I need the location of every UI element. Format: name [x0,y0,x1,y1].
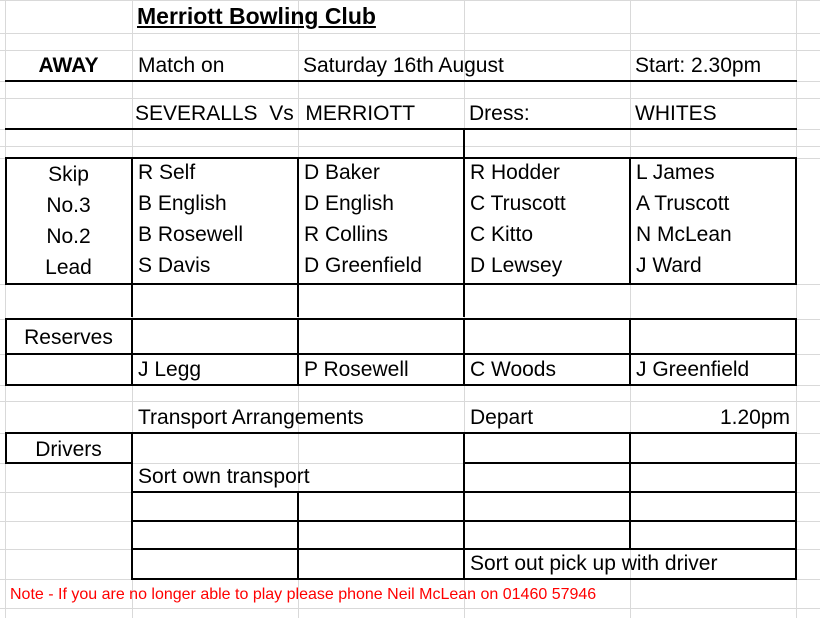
gridline-col [5,0,6,618]
gridline-row [0,98,820,99]
transport-border [297,491,299,580]
start-time: Start: 2.30pm [635,54,762,77]
border-v [463,129,465,158]
gridline-row [0,50,820,51]
gridline-row [0,146,820,147]
position-no3: No.3 [46,194,91,217]
player-cell: N McLean [636,223,732,246]
transport-border [463,432,465,580]
reserves-border [5,384,797,386]
transport-border [5,462,132,464]
gridline-row [0,33,820,34]
reserves-border [795,318,797,386]
match-date: Saturday 16th August [303,54,504,77]
fixture-underline [5,128,797,130]
player-cell: D English [304,192,394,215]
contact-note: Note - If you are no longer able to play please phone Neil McLean on 01460 57946 [10,586,597,603]
gridline-row [0,608,820,609]
reserves-border [5,318,797,320]
position-skip: Skip [48,163,89,186]
page-title: Merriott Bowling Club [137,3,376,29]
reserves-border [629,318,631,386]
player-cell: L James [636,161,715,184]
position-lead: Lead [45,256,92,279]
transport-border [795,432,797,580]
team-grid-border [5,157,797,159]
reserves-label: Reserves [24,326,113,349]
reserves-border [297,318,299,386]
player-cell: R Hodder [470,161,560,184]
player-cell: B Rosewell [138,223,244,246]
reserve-cell: J Greenfield [636,358,750,381]
dress-value: WHITES [635,102,717,125]
transport-border [629,432,631,549]
venue-label: AWAY [38,54,99,77]
depart-time: 1.20pm [719,406,790,429]
gridline-row [0,0,820,1]
reserve-cell: J Legg [138,358,202,381]
player-cell: R Collins [304,223,389,246]
team-grid-border [5,283,797,285]
header-underline [5,80,797,82]
player-cell: C Kitto [470,223,534,246]
reserve-cell: C Woods [470,358,556,381]
player-cell: R Self [138,161,196,184]
position-no2: No.2 [46,225,91,248]
player-cell: D Lewsey [470,254,563,277]
transport-label: Transport Arrangements [138,406,364,429]
team-grid-border [463,157,465,317]
own-transport-note: Sort own transport [138,465,310,488]
reserve-cell: P Rosewell [304,358,409,381]
player-cell: D Greenfield [304,254,422,277]
transport-border [5,432,797,434]
reserves-border [463,318,465,386]
team-grid-border [629,157,631,285]
player-cell: D Baker [304,161,380,184]
team-grid-border [297,157,299,317]
depart-label: Depart [470,406,534,429]
team-grid-border [795,157,797,285]
drivers-label: Drivers [35,438,102,461]
player-cell: C Truscott [470,192,566,215]
player-cell: J Ward [636,254,702,277]
gridline-row [0,401,820,402]
player-cell: S Davis [138,254,211,277]
fixture-title: SEVERALLS Vs MERRIOTT [135,102,416,125]
match-on-label: Match on [138,54,225,77]
player-cell: B English [138,192,227,215]
reserves-border [5,353,797,355]
player-cell: A Truscott [636,192,730,215]
pickup-note: Sort out pick up with driver [470,552,718,575]
dress-label: Dress: [469,102,530,125]
